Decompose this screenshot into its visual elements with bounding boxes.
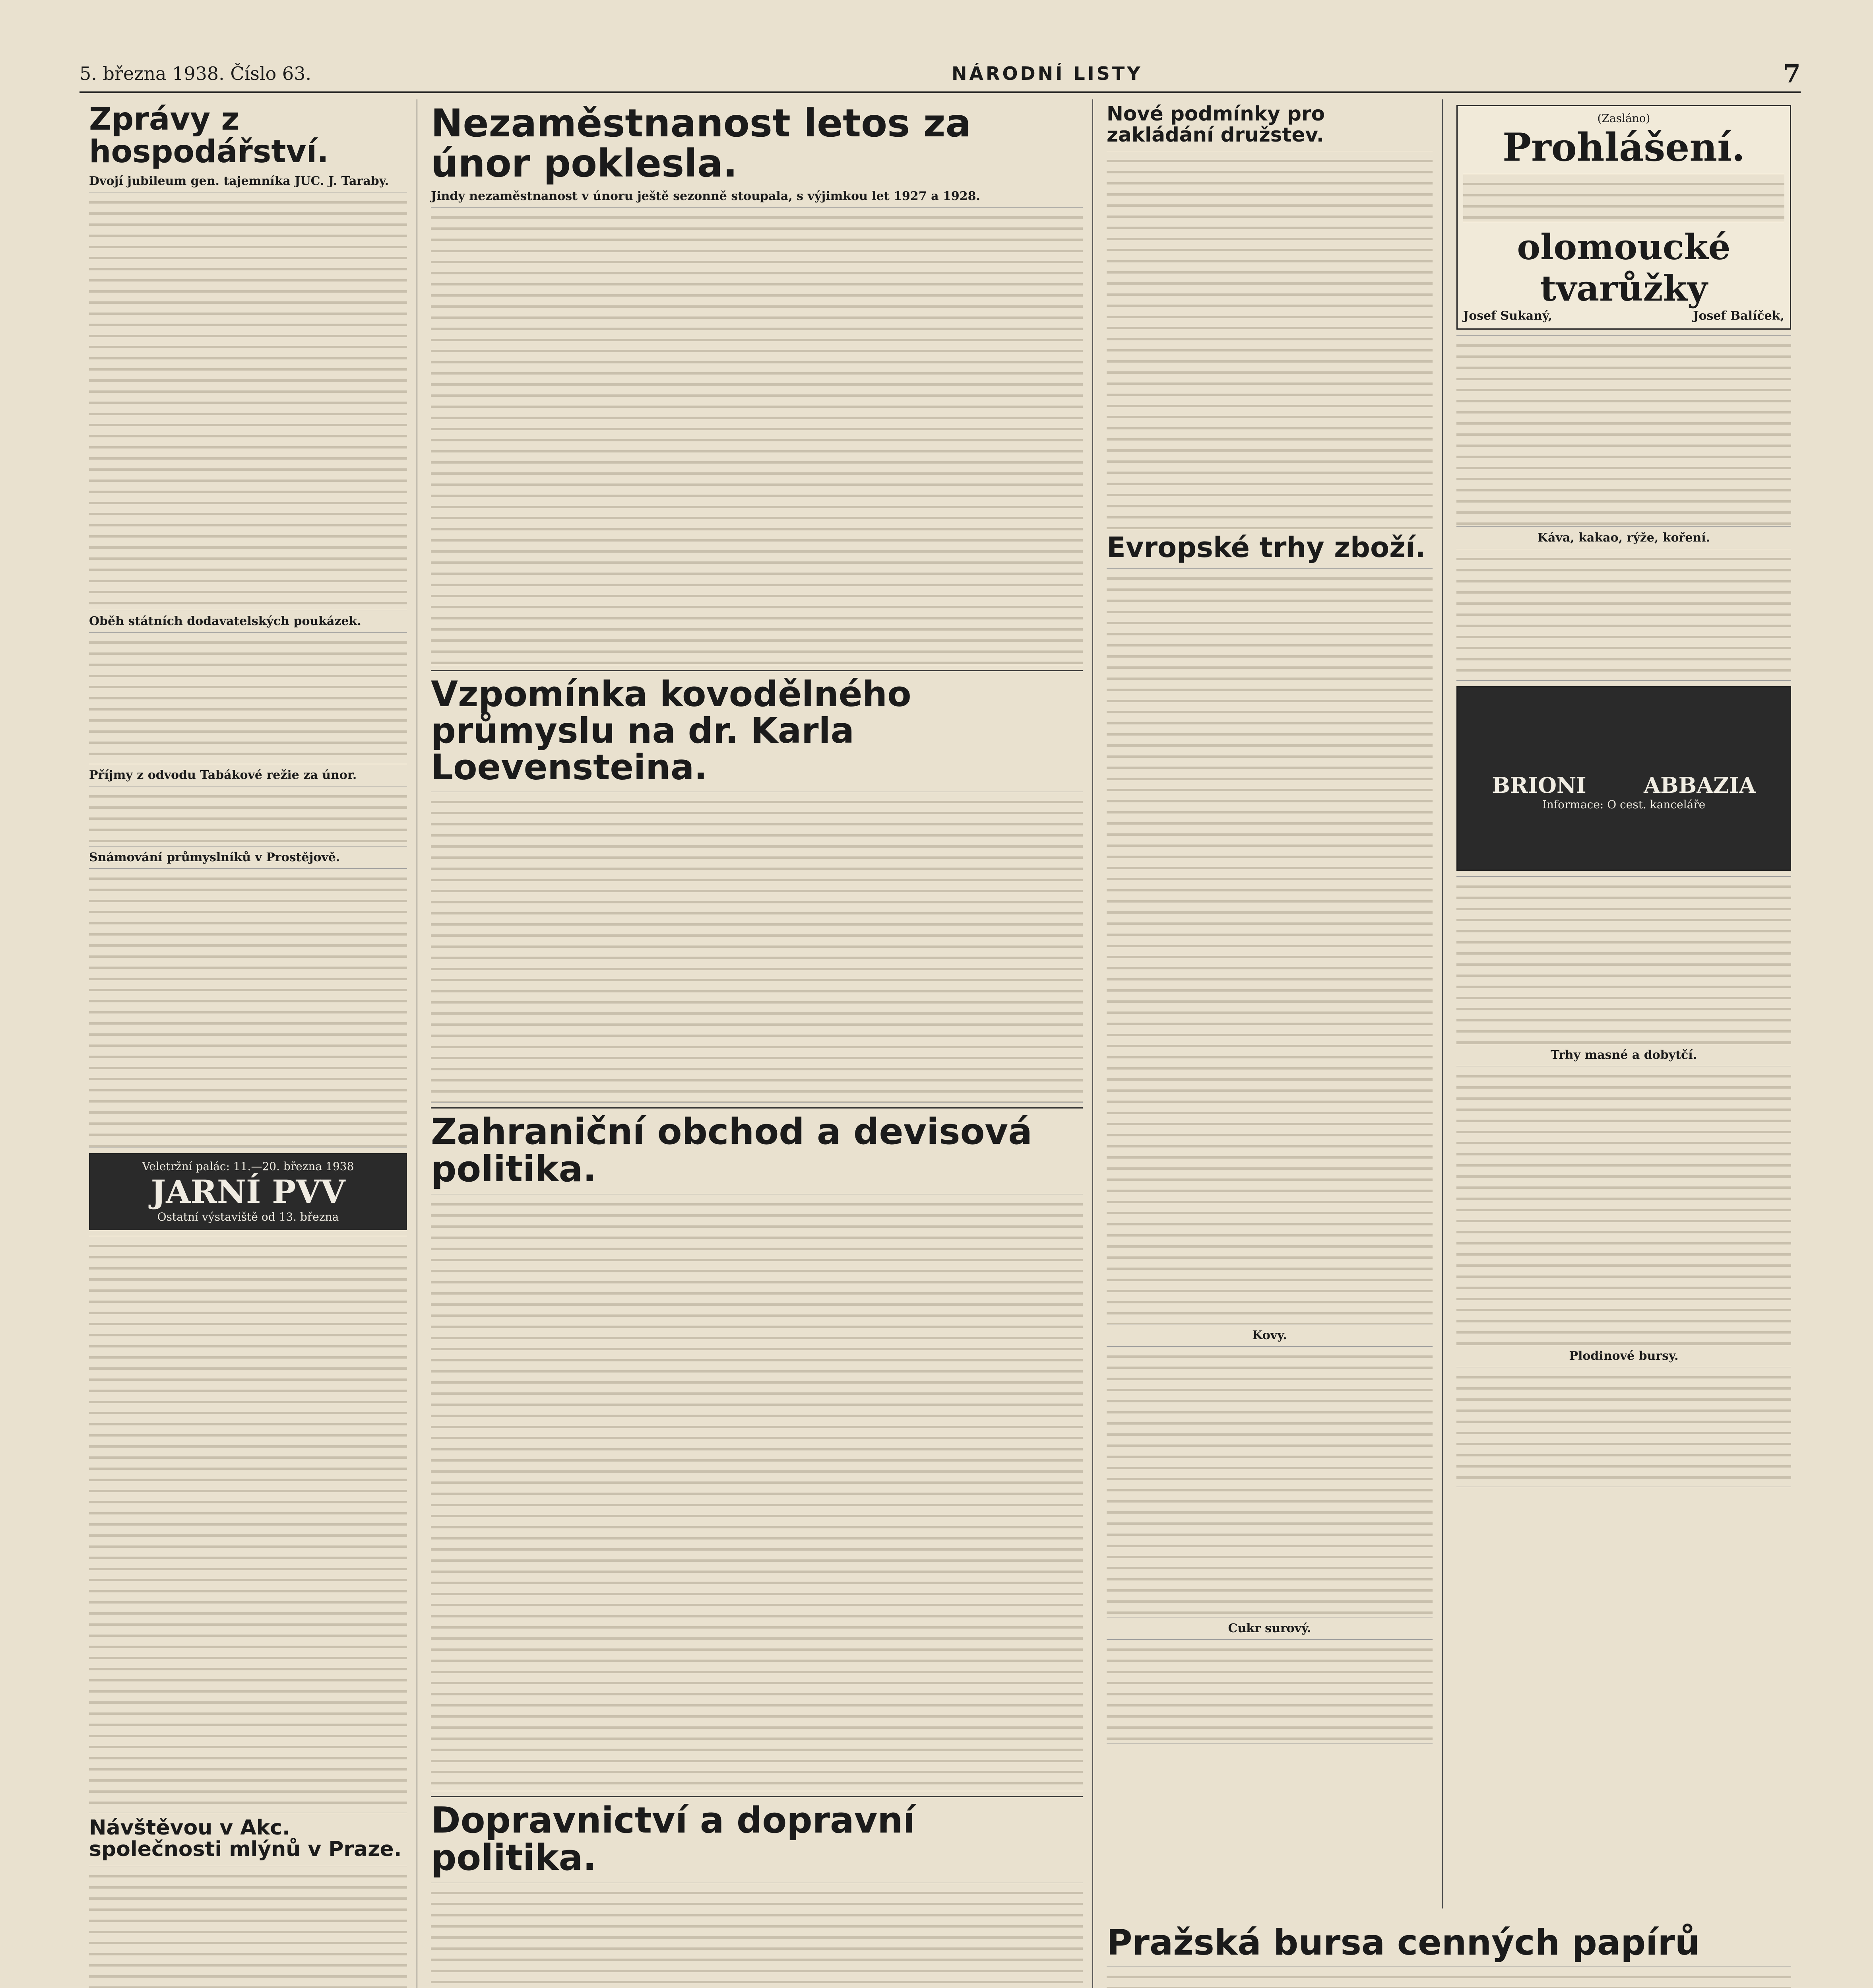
headline-druzstva: Nové podmínky pro zakládání družstev. (1107, 102, 1325, 146)
headline-zahranicni-obchod: Zahraniční obchod a devisová politika. (431, 1110, 1032, 1190)
article-body (431, 792, 1083, 1103)
article-body (89, 632, 407, 764)
subhead-jubileum: Dvojí jubileum gen. tajemníka JUC. J. Taraby. (89, 174, 389, 188)
subhead-cukr: Cukr surový. (1228, 1621, 1311, 1635)
article-body (1107, 1346, 1433, 1617)
subhead-kava: Káva, kakao, rýže, koření. (1537, 531, 1710, 545)
headline-dopravnictvi: Dopravnictví a dopravní politika. (431, 1799, 915, 1879)
ad-brioni-info: Informace: O cest. kanceláře (1542, 798, 1706, 811)
ad-brioni-place: BRIONI (1492, 773, 1586, 798)
ad-product: olomoucké tvarůžky (1517, 226, 1731, 309)
page-number: 7 (1783, 58, 1801, 89)
column-trhy (1097, 99, 1443, 1908)
subhead-kovy: Kovy. (1252, 1328, 1287, 1342)
ad-pvv (89, 1153, 407, 1230)
paper-title: NÁRODNÍ LISTY (951, 63, 1143, 84)
divider (431, 670, 1083, 671)
article-body (1456, 876, 1791, 1044)
article-body (1107, 568, 1433, 1324)
subhead-poukazky: Oběh státních dodavatelských poukázek. (89, 614, 361, 628)
ad-signature: Josef Sukaný, (1463, 309, 1553, 323)
ad-title: Prohlášení. (1502, 125, 1745, 170)
section-bursa (1097, 1920, 1801, 1988)
ad-pvv-title: JARNÍ PVV (151, 1173, 345, 1210)
headline-hospodarstvi: Zprávy z hospodářství. (89, 101, 329, 170)
article-body (1456, 1367, 1791, 1487)
headline-mlyny: Návštěvou v Akc. společnosti mlýnů v Praze. (89, 1815, 402, 1862)
headline-evropske-trhy: Evropské trhy zboží. (1107, 531, 1426, 564)
article-body (89, 192, 407, 610)
column-right (1447, 99, 1801, 1908)
masthead (79, 56, 1801, 93)
ad-label: (Zasláno) (1597, 112, 1650, 125)
article-body (89, 786, 407, 846)
price-table (1107, 1639, 1433, 1743)
stock-table (1107, 1967, 1791, 1988)
article-body (89, 1236, 407, 1813)
subhead-tabak: Příjmy z odvodu Tabákové režie za únor. (89, 768, 357, 782)
headline-nezamestnanost: Nezaměstnanost letos za únor poklesla. (431, 101, 971, 186)
issue-date: 5. března 1938. Číslo 63. (79, 63, 312, 84)
ad-signature: Josef Balíček, (1693, 309, 1784, 323)
ad-body (1463, 174, 1784, 222)
article-body (89, 1866, 407, 1988)
headline-loevenstein: Vzpomínka kovodělného průmyslu na dr. Karla Loevensteina. (431, 673, 911, 788)
article-body (1456, 549, 1791, 681)
article-body (1456, 1066, 1791, 1345)
ad-brioni (1456, 686, 1791, 871)
subhead-trhy-masne: Trhy masné a dobytčí. (1550, 1048, 1697, 1062)
price-table (1456, 335, 1791, 527)
ad-tvaruzky (1456, 105, 1791, 330)
divider (431, 1796, 1083, 1797)
article-body (1107, 151, 1433, 529)
subhead-prostejov: Snámování průmyslníků v Prostějově. (89, 850, 340, 864)
ad-pvv-line: Ostatní výstaviště od 13. března (157, 1210, 339, 1223)
ad-brioni-place: ABBAZIA (1644, 773, 1756, 798)
ad-pvv-line: Veletržní palác: 11.—20. března 1938 (142, 1159, 354, 1173)
article-body (431, 207, 1083, 665)
subhead-nezamestnanost: Jindy nezaměstnanost v únoru ještě sezonně stoupala, s výjimkou let 1927 a 1928. (431, 189, 980, 203)
headline-bursa: Pražská bursa cenných papírů (1107, 1922, 1700, 1963)
subhead-plodinove: Plodinové bursy. (1569, 1349, 1679, 1363)
article-body (431, 1194, 1083, 1791)
article-body (431, 1883, 1083, 1988)
column-hospodarstvi (79, 99, 417, 1988)
article-body (89, 868, 407, 1147)
divider (431, 1107, 1083, 1109)
column-center (421, 99, 1093, 1988)
